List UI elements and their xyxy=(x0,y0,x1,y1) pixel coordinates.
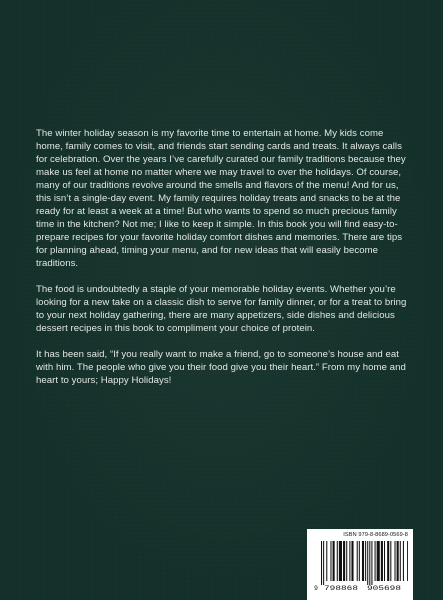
barcode-bar xyxy=(381,541,383,581)
barcode-bar xyxy=(326,541,327,581)
barcode-bar xyxy=(403,541,404,581)
barcode-digits-group2: 905698 xyxy=(367,585,402,592)
isbn-label: ISBN 979-8-8689-0569-8 xyxy=(343,532,408,538)
barcode-digit-lead: 9 xyxy=(314,585,318,592)
barcode-bar xyxy=(375,541,376,581)
barcode-bars xyxy=(321,541,408,585)
barcode-bar xyxy=(357,541,358,581)
isbn-barcode xyxy=(307,529,413,600)
barcode-bar xyxy=(384,541,385,581)
barcode-bar xyxy=(390,541,391,581)
barcode-bar xyxy=(343,541,345,581)
barcode-bar xyxy=(377,541,380,581)
barcode-bar xyxy=(349,541,350,581)
barcode-bar xyxy=(337,541,338,581)
paragraph-quote: It has been said, “If you really want to make a friend, go to someone’s house and eat with him. The people who give you their food give you their heart.” From my home and heart to yours; Happy Holidays! xyxy=(36,349,406,386)
barcode-bar xyxy=(387,541,389,581)
description-text xyxy=(36,127,412,400)
barcode-bar xyxy=(395,541,396,581)
barcode-bar xyxy=(330,541,331,581)
barcode-digits-group1: 798868 xyxy=(324,585,359,592)
barcode-bar xyxy=(365,541,366,581)
barcode-bar xyxy=(367,541,368,585)
barcode-bar xyxy=(397,541,399,581)
barcode-bar xyxy=(339,541,342,581)
barcode-bar xyxy=(371,541,372,585)
barcode-bar xyxy=(407,541,408,581)
barcode-bar xyxy=(359,541,360,581)
barcode-graphic xyxy=(312,540,408,592)
paragraph-food: The food is undoubtedly a staple of your memorable holiday events. Whether you’re looking for a new take on a classic dish to serve for family dinner, or for a treat to bring to your next holiday gathering, there are many appetizers, side dishes and delicious dessert recipes in this book to compliment your choice of protein. xyxy=(36,284,407,334)
barcode-bar xyxy=(362,541,364,581)
barcode-bar xyxy=(323,541,324,585)
paragraph-intro: The winter holiday season is my favorite time to entertain at home. My kids come home, family comes to visit, and friends start sending cards and treats. It always calls for celebration. Over the years I’ve carefully curated our family traditions because they make us feel at home no matter where we may travel to over the holidays. Of course, many of our traditions revolve around the smells and flavors of the menu! And for us, this isn’t a single-day event. My family requires holiday treats and snacks to be at the ready for at least a week at a time! But who wants to spend so much precious family time in the kitchen? Not me; I like to keep it simple. In this book you will find easy-to-prepare recipes for your favorite holiday comfort dishes and memories. There are tips for planning ahead, timing your menu, and for new ideas that will easily become traditions. xyxy=(36,128,406,269)
barcode-bar xyxy=(346,541,347,581)
barcode-bar xyxy=(333,541,335,581)
barcode-bar xyxy=(321,541,322,585)
barcode-bar xyxy=(351,541,353,581)
barcode-bar xyxy=(369,541,370,585)
barcode-bar xyxy=(400,541,401,581)
